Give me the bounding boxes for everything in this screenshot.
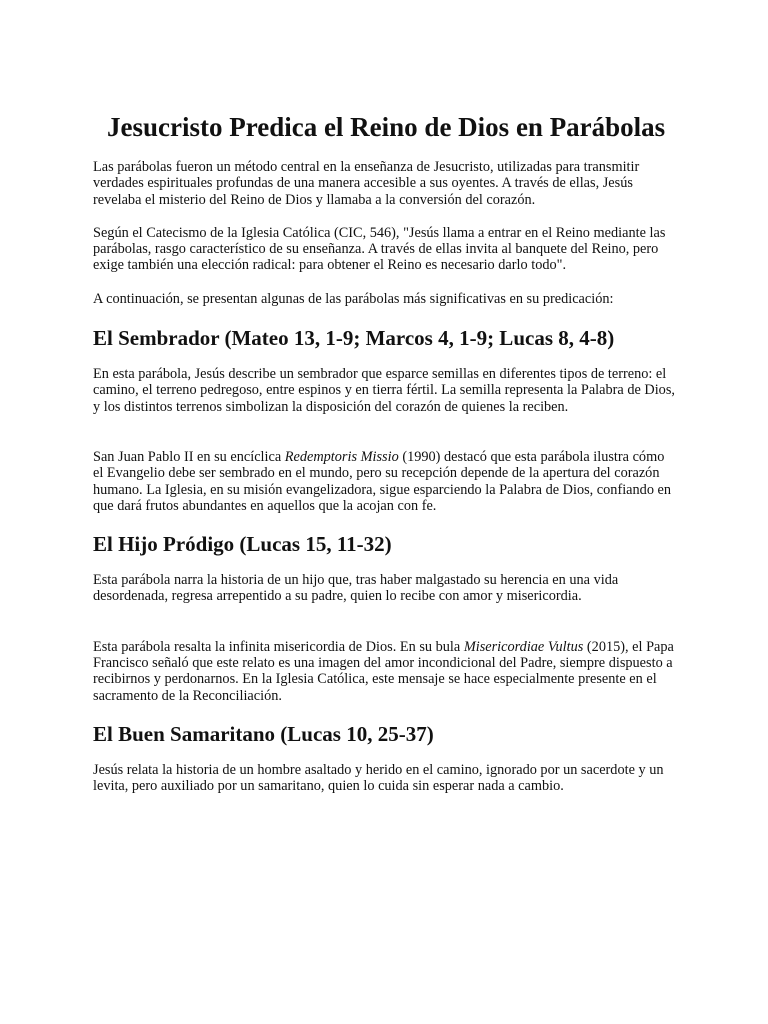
intro-paragraph-3: A continuación, se presentan algunas de las parábolas más significativas en su predicación: [93,290,614,307]
section-sembrador-paragraph-2 [93,449,678,514]
section-sembrador-paragraph-1: En esta parábola, Jesús describe un sembrador que esparce semillas en diferentes tipos de terreno: el camino, el terreno pedregoso, entre espinos y en tierra fértil. La semilla representa la Palabra de Dios, y los distintos terrenos simbolizan la disposición del corazón de quienes la reciben. [93,366,675,415]
document-title [93,110,678,145]
text-run: (2015), el Papa Francisco señaló que este relato es una imagen del amor incondicional del Padre, siempre dispuesto a recibirnos y perdonarnos. En la Iglesia Católica, este mensaje se hace especialmente presente en el sacramento de la Reconciliación. [93,638,674,704]
intro-paragraph-1: Las parábolas fueron un método central en la enseñanza de Jesucristo, utilizadas para transmitir verdades espirituales profundas de una manera accesible a sus oyentes. A través de ellas, Jesús revelaba el misterio del Reino de Dios y llamaba a la conversión del corazón. [93,159,640,208]
text-run: (1990) destacó que esta parábola ilustra cómo el Evangelio debe ser sembrado en el mundo, pero su recepción depende de la apertura del corazón humano. La Iglesia, en su misión evangelizadora, sigue esparciendo la Palabra de Dios, confiando en que dará frutos abundantes en aquellos que la acojan con fe. [93,448,672,514]
section-heading-sembrador: El Sembrador (Mateo 13, 1-9; Marcos 4, 1-9; Lucas 8, 4-8) [93,326,615,351]
bull-title: Misericordiae Vultus [463,638,584,655]
section-buen-samaritano-paragraph-1: Jesús relata la historia de un hombre asaltado y herido en el camino, ignorado por un sacerdote y un levita, pero auxiliado por un samaritano, quien lo cuida sin esperar nada a cambio. [93,761,664,795]
section-hijo-prodigo-paragraph-1: Esta parábola narra la historia de un hijo que, tras haber malgastado su herencia en una vida desordenada, regresa arrepentido a su padre, quien lo recibe con amor y misericordia. [93,572,619,605]
document-title-text: Jesucristo Predica el Reino de Dios en Parábolas [107,112,666,142]
section-hijo-prodigo-paragraph-2 [93,639,678,704]
section-heading-hijo-prodigo: El Hijo Pródigo (Lucas 15, 11-32) [93,532,392,557]
intro-paragraph-2: Según el Catecismo de la Iglesia Católica (CIC, 546), "Jesús llama a entrar en el Reino mediante las parábolas, rasgo característico de su enseñanza. A través de ellas invita al banquete del Reino, pero exige también una elección radical: para obtener el Reino es necesario darlo todo". [93,224,666,274]
document-page [93,110,678,812]
section-heading-buen-samaritano: El Buen Samaritano (Lucas 10, 25-37) [93,721,434,746]
text-run: San Juan Pablo II en su encíclica [93,448,285,465]
encyclical-title: Redemptoris Missio [284,448,399,465]
text-run: Esta parábola resalta la infinita misericordia de Dios. En su bula [93,638,464,655]
